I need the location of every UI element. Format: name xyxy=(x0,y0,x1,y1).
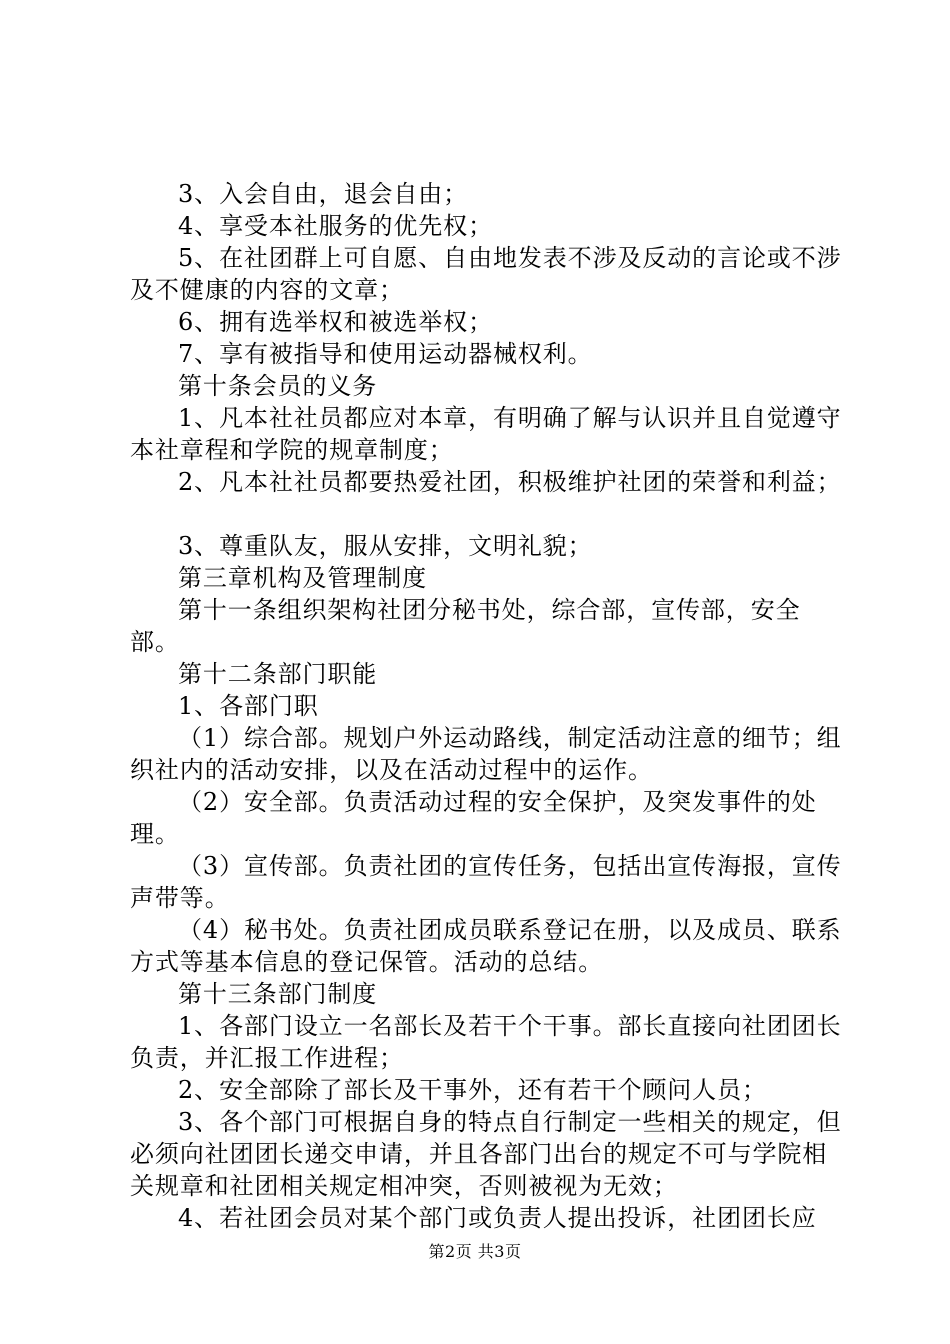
paragraph-right-4: 4、享受本社服务的优先权； xyxy=(178,212,493,240)
rule-2: 2、安全部除了部长及干事外，还有若干个顾问人员； xyxy=(178,1076,767,1104)
article-13-heading: 第十三条部门制度 xyxy=(178,980,378,1008)
paragraph-duty-1: 1、凡本社社员都应对本章，有明确了解与认识并且自觉遵守本社章程和学院的规章制度； xyxy=(130,404,842,464)
paragraph-right-7: 7、享有被指导和使用运动器械权利。 xyxy=(178,340,593,368)
chapter-3-heading: 第三章机构及管理制度 xyxy=(178,564,427,592)
paragraph-duty-3: 3、尊重队友，服从安排，文明礼貌； xyxy=(178,532,593,560)
department-safety: （2）安全部。负责活动过程的安全保护，及突发事件的处理。 xyxy=(130,788,817,848)
department-secretariat: （4）秘书处。负责社团成员联系登记在册，以及成员、联系方式等基本信息的登记保管。活动的总结。 xyxy=(130,916,842,976)
paragraph-right-5: 5、在社团群上可自愿、自由地发表不涉及反动的言论或不涉及不健康的内容的文章； xyxy=(130,244,842,304)
department-general: （1）综合部。规划户外运动路线，制定活动注意的细节；组织社内的活动安排，以及在活动过程中的运作。 xyxy=(130,724,842,784)
article-12-heading: 第十二条部门职能 xyxy=(178,660,378,688)
department-duties-item: 1、各部门职 xyxy=(178,692,319,720)
article-11-paragraph: 第十一条组织架构社团分秘书处，综合部，宣传部，安全部。 xyxy=(130,596,801,656)
rule-3: 3、各个部门可根据自身的特点自行制定一些相关的规定，但必须向社团团长递交申请，并且各部门出台的规定不可与学院相关规章和社团相关规定相冲突，否则被视为无效； xyxy=(130,1108,842,1200)
rule-1: 1、各部门设立一名部长及若干个干事。部长直接向社团团长负责，并汇报工作进程； xyxy=(130,1012,842,1072)
document-body xyxy=(130,178,842,1234)
page-footer xyxy=(0,1242,950,1262)
page-number: 第2页 共3页 xyxy=(428,1242,522,1261)
paragraph-right-6: 6、拥有选举权和被选举权； xyxy=(178,308,493,336)
paragraph-right-3: 3、入会自由，退会自由； xyxy=(178,180,469,208)
article-10-heading: 第十条会员的义务 xyxy=(178,372,378,400)
rule-4: 4、若社团会员对某个部门或负责人提出投诉，社团团长应 xyxy=(178,1204,817,1232)
department-publicity: （3）宣传部。负责社团的宣传任务，包括出宣传海报，宣传声带等。 xyxy=(130,852,842,912)
paragraph-duty-2: 2、凡本社社员都要热爱社团，积极维护社团的荣誉和利益； xyxy=(178,468,842,496)
